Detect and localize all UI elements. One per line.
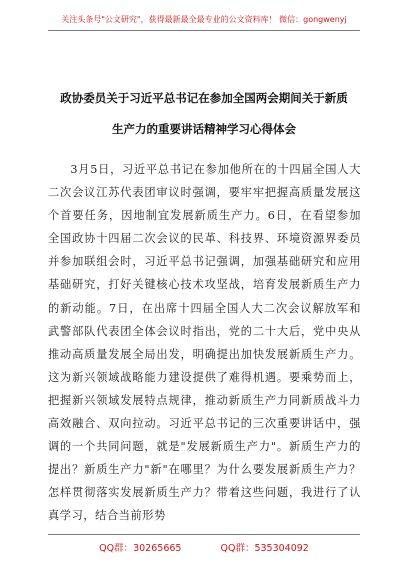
footer-divider — [48, 534, 360, 535]
document-title-line-2: 生产力的重要讲话精神学习心得体会 — [112, 122, 296, 136]
footer-qq-group-1: QQ群：30265665 — [99, 543, 182, 554]
header-divider — [48, 30, 360, 31]
header-promo-note: 关注头条号"公文研究"，获得最新最全最专业的公文资料库！ 微信：gongwenyj — [61, 15, 347, 24]
footer-qq-group-2: QQ群：535304092 — [220, 543, 309, 554]
document-title-line-1: 政协委员关于习近平总书记在参加全国两会期间关于新质 — [60, 91, 348, 105]
footer-contacts — [0, 540, 408, 554]
body-paragraph: 3月5日，习近平总书记在参加他所在的十四届全国人大二次会议江苏代表团审议时强调，要牢牢把握高质量发展这个首要任务，因地制宜发展新质生产力。6日，在看望参加全国政协十四届二次会议的民革、科技界、环境资源界委员并参加联组会时，习近平总书记强调，加强基础研究和应用基础研究，打好关键核心技术攻坚战，培育发展新质生产力的新动能。7日，在出席十四届全国人大二次会议解放军和武警部队代表团全体会议时指出，党的二十大后，党中央从推动高质量发展全局出发，明确提出加快发展新质生产力。这为新兴领域战略能力建设提供了难得机遇。要乘势而上，把握新兴领域发展特点规律，推动新质生产力同新质战斗力高效融合、双向拉动。习近平总书记的三次重要讲话中，强调的一个共同问题，就是"发展新质生产力"。新质生产力的提出？新质生产力"新"在哪里？为什么要发展新质生产力？怎样贯彻落实发展新质生产力？带着这些问题，我进行了认真学习，结合当前形势 — [48, 163, 361, 523]
